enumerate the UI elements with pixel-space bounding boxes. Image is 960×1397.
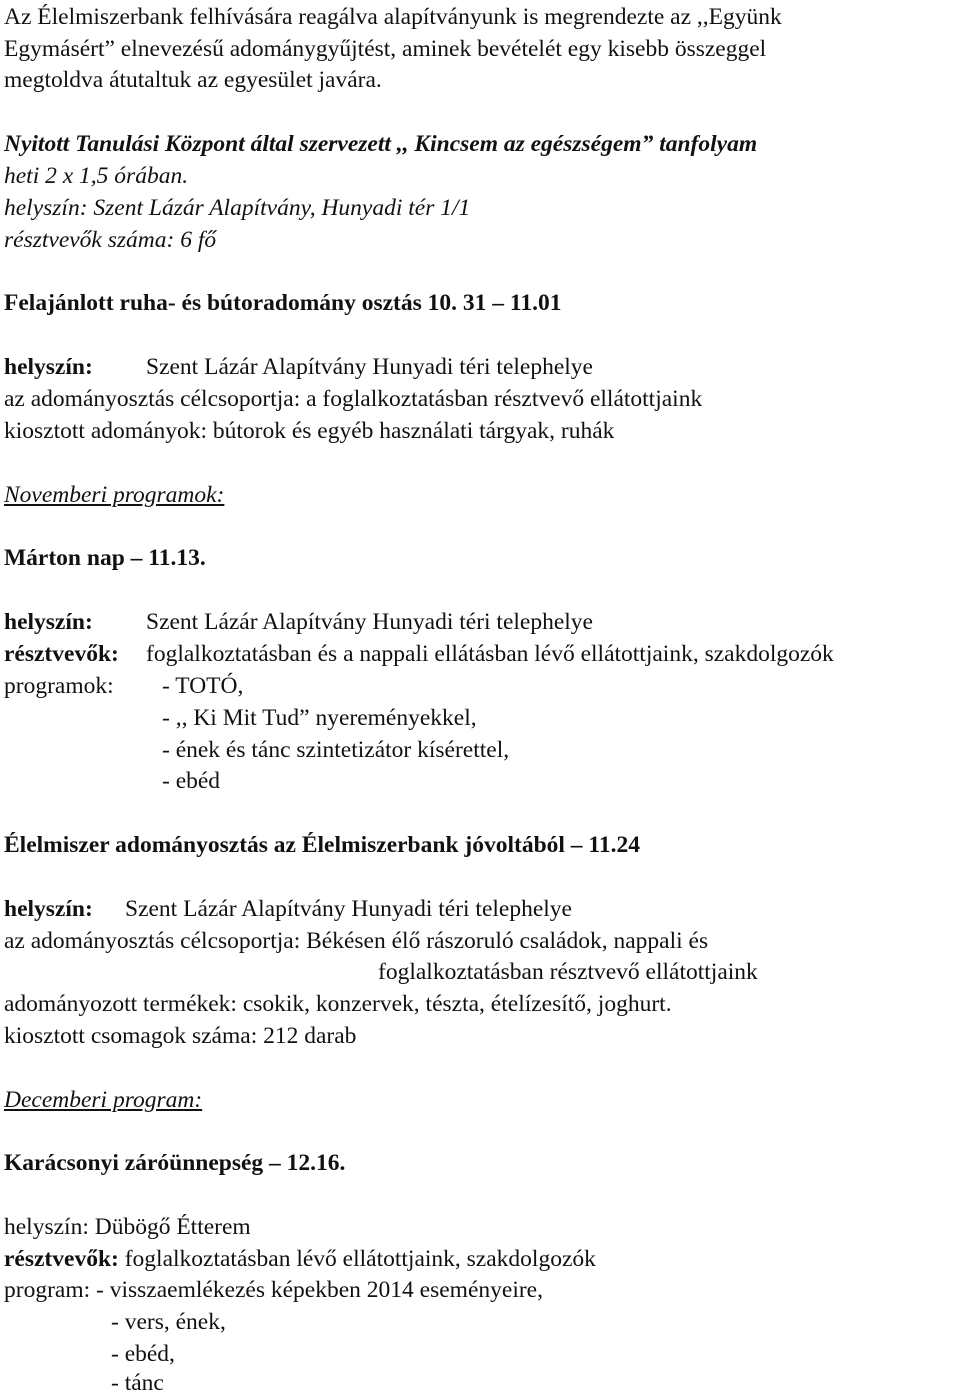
location-value: Szent Lázár Alapítvány Hunyadi téri telephelye — [125, 896, 572, 922]
food-packages: kiosztott csomagok száma: 212 darab — [4, 1023, 357, 1049]
donation-target: az adományosztás célcsoportja: a foglalkoztatásban résztvevő ellátottjaink — [4, 386, 703, 412]
program-item: - vers, ének, — [111, 1309, 226, 1335]
participants-label: résztvevők: — [4, 1246, 119, 1272]
marton-programs — [4, 672, 243, 700]
participants-value: foglalkoztatásban lévő ellátottjaink, szakdolgozók — [124, 1246, 596, 1272]
program-item: - ebéd — [162, 768, 221, 794]
participants-value: foglalkoztatásban és a nappali ellátásban lévő ellátottjaink, szakdolgozók — [146, 641, 834, 667]
program-item: - ének és tánc szintetizátor kísérettel, — [162, 737, 510, 763]
food-target-cont: foglalkoztatásban résztvevő ellátottjaink — [378, 959, 758, 985]
programs-label: programok: — [4, 673, 114, 699]
course-schedule: heti 2 x 1,5 órában. — [4, 163, 189, 189]
program-item: - ebéd, — [111, 1341, 175, 1367]
target-label: az adományosztás célcsoportja: — [4, 928, 301, 954]
intro-line-3: megtoldva átutaltuk az egyesület javára. — [4, 67, 382, 93]
donation-title: Felajánlott ruha- és bútoradomány osztás 10. 31 – 11.01 — [4, 290, 562, 316]
course-participants: résztvevők száma: 6 fő — [4, 227, 217, 253]
food-location — [4, 895, 572, 923]
marton-participants — [4, 640, 834, 668]
location-value: Szent Lázár Alapítvány Hunyadi téri telephelye — [146, 354, 593, 380]
program-item: - ,, Ki Mit Tud” nyereményekkel, — [162, 705, 477, 731]
christmas-program — [4, 1276, 543, 1304]
food-title: Élelmiszer adományosztás az Élelmiszerbank jóvoltából – 11.24 — [4, 832, 640, 858]
december-heading: Decemberi program: — [4, 1087, 203, 1113]
intro-line-1: Az Élelmiszerbank felhívására reagálva alapítványunk is megrendezte az ,,Együnk — [4, 4, 782, 30]
christmas-title: Karácsonyi záróünnepség – 12.16. — [4, 1150, 346, 1176]
intro-line-2: Egymásért” elnevezésű adománygyűjtést, aminek bevételét egy kisebb összeggel — [4, 36, 767, 62]
food-products: adományozott termékek: csokik, konzervek, tészta, ételízesítő, joghurt. — [4, 991, 672, 1017]
donation-items: kiosztott adományok: bútorok és egyéb használati tárgyak, ruhák — [4, 418, 615, 444]
program-label: program: — [4, 1277, 91, 1303]
november-heading: Novemberi programok: — [4, 482, 225, 508]
target-value: Békésen élő rászoruló családok, nappali és — [306, 928, 709, 954]
participants-label: résztvevők: — [4, 641, 119, 667]
location-label: helyszín: — [4, 609, 93, 635]
course-location: helyszín: Szent Lázár Alapítvány, Hunyadi tér 1/1 — [4, 195, 471, 221]
program-item: - visszaemlékezés képekben 2014 eseményeire, — [96, 1277, 543, 1303]
marton-title: Márton nap – 11.13. — [4, 545, 206, 571]
marton-location — [4, 608, 593, 636]
course-title: Nyitott Tanulási Központ által szervezett ,, Kincsem az egészségem” tanfolyam — [4, 131, 758, 157]
food-target — [4, 927, 708, 955]
donation-location — [4, 353, 593, 381]
christmas-participants — [4, 1245, 596, 1273]
program-item: - TOTÓ, — [162, 673, 244, 699]
christmas-location: helyszín: Dübögő Étterem — [4, 1214, 251, 1240]
location-label: helyszín: — [4, 354, 93, 380]
location-value: Szent Lázár Alapítvány Hunyadi téri telephelye — [146, 609, 593, 635]
location-label: helyszín: — [4, 896, 93, 922]
program-item: - tánc — [111, 1370, 164, 1396]
